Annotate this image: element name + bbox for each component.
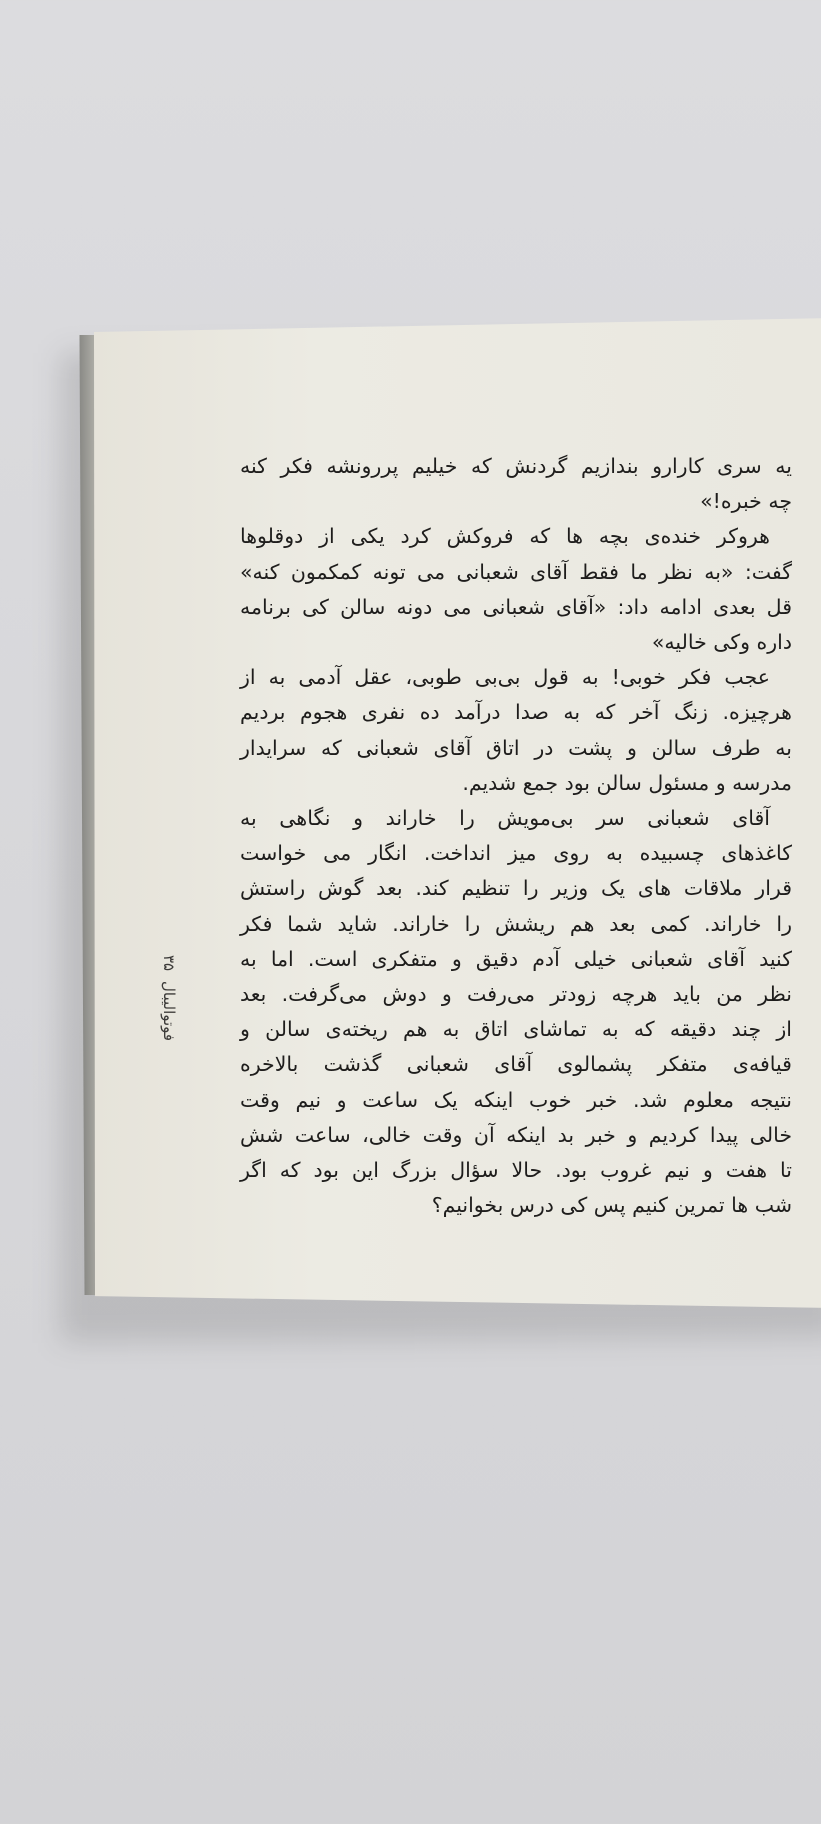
text-line: شب ها تمرین کنیم پس کی درس بخوانیم؟ bbox=[431, 1193, 792, 1218]
page-number: ۳۵ bbox=[160, 955, 178, 972]
text-line: کنید آقای شعبانی خیلی آدم دقیق و متفکری است. اما به bbox=[240, 946, 792, 971]
text-line: عجب فکر خوبی! به قول بی‌بی طوبی، عقل آدمی به از bbox=[240, 665, 770, 690]
text-line: داره وکی خالیه» bbox=[651, 630, 792, 654]
running-header bbox=[150, 955, 180, 1075]
text-line: یه سری کارارو بندازیم گردنش که خیلیم پررونشه فکر کنه bbox=[240, 454, 792, 478]
text-line: کاغذهای چسبیده به روی میز انداخت. انگار می خواست bbox=[240, 841, 792, 866]
running-title: فوتوالیبال bbox=[160, 981, 178, 1042]
text-line: گفت: «به نظر ما فقط آقای شعبانی می تونه کمکمون کنه» bbox=[240, 559, 792, 584]
text-line: از چند دقیقه که به تماشای اتاق به هم ریخته‌ی سالن و bbox=[240, 1017, 792, 1042]
text-line: قرار ملاقات های یک وزیر را تنظیم کند. بعد گوش راستش bbox=[240, 876, 792, 901]
text-line: نظر من باید هرچه زودتر می‌رفت و دوش می‌گرفت. بعد bbox=[240, 982, 792, 1006]
text-line: هرچیزه. زنگ آخر که به صدا درآمد ده نفری هجوم بردیم bbox=[240, 700, 792, 725]
text-line: به طرف سالن و پشت در اتاق آقای شعبانی که سرایدار bbox=[240, 735, 792, 760]
text-line: قل بعدی ادامه داد: «آقای شعبانی می دونه سالن کی برنامه bbox=[240, 594, 792, 619]
text-line: قیافه‌ی متفکر پشمالوی آقای شعبانی گذشت بالاخره bbox=[240, 1052, 792, 1077]
text-line: نتیجه معلوم شد. خبر خوب اینکه یک ساعت و نیم وقت bbox=[240, 1087, 792, 1112]
text-line: مدرسه و مسئول سالن بود جمع شدیم. bbox=[462, 770, 792, 795]
text-line: تا هفت و نیم غروب بود. حالا سؤال بزرگ این بود که اگر bbox=[240, 1158, 792, 1182]
text-line: چه خبره!» bbox=[700, 489, 792, 514]
text-line: را خاراند. کمی بعد هم ریشش را خاراند. شاید شما فکر bbox=[240, 911, 792, 936]
text-line: خالی پیدا کردیم و خبر بد اینکه آن وقت خالی، ساعت شش bbox=[240, 1122, 792, 1147]
body-text bbox=[240, 0, 792, 1824]
text-line: هروکر خنده‌ی بچه ها که فروکش کرد یکی از دوقلوها bbox=[240, 524, 770, 549]
text-line: آقای شعبانی سر بی‌مویش را خاراند و نگاهی به bbox=[240, 806, 770, 830]
